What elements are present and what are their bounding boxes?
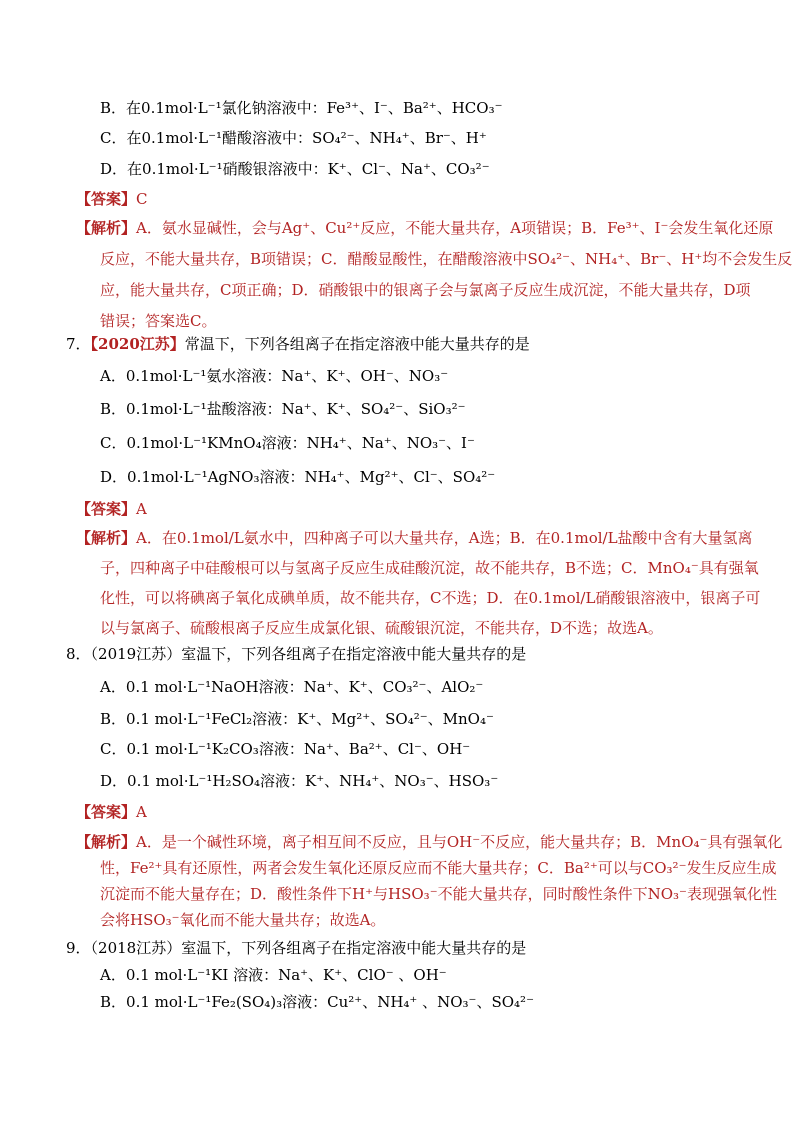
q8-stem — [66, 643, 526, 665]
q9-stem — [66, 937, 526, 959]
q8-answer — [76, 801, 147, 823]
answer-value: C — [136, 190, 148, 208]
analysis-text: A．氨水显碱性，会与Ag⁺、Cu²⁺反应，不能大量共存，A项错误；B．Fe³⁺、I⁻会发生氧化还原 — [136, 219, 774, 237]
q6-option-b: B．在0.1mol·L⁻¹氯化钠溶液中：Fe³⁺、I⁻、Ba²⁺、HCO₃⁻ — [100, 99, 503, 117]
q8-option-d: D．0.1 mol·L⁻¹H₂SO₄溶液：K⁺、NH₄⁺、NO₃⁻、HSO₃⁻ — [100, 772, 499, 790]
question-source: 【2020江苏】 — [90, 335, 185, 353]
q6-analysis-line: 反应，不能大量共存，B项错误；C．醋酸显酸性，在醋酸溶液中SO₄²⁻、NH₄⁺、Br⁻、H⁺均不会发生反 — [100, 250, 793, 268]
answer-value: A — [136, 803, 147, 821]
answer-tag: 【答案】 — [76, 190, 137, 208]
question-number: 7． — [66, 335, 91, 353]
q6-answer — [76, 188, 148, 210]
q6-analysis-line: 应，能大量共存，C项正确；D．硝酸银中的银离子会与氯离子反应生成沉淀，不能大量共存，D项 — [100, 281, 751, 299]
question-source: （2018江苏） — [90, 939, 182, 957]
q7-option-c: C．0.1mol·L⁻¹KMnO₄溶液：NH₄⁺、Na⁺、NO₃⁻、I⁻ — [100, 434, 475, 452]
q7-option-d: D．0.1mol·L⁻¹AgNO₃溶液：NH₄⁺、Mg²⁺、Cl⁻、SO₄²⁻ — [100, 468, 496, 486]
answer-tag: 【答案】 — [76, 803, 137, 821]
q6-option-c: C．在0.1mol·L⁻¹醋酸溶液中：SO₄²⁻、NH₄⁺、Br⁻、H⁺ — [100, 129, 487, 147]
analysis-tag: 【解析】 — [76, 833, 137, 851]
q8-option-a: A．0.1 mol·L⁻¹NaOH溶液：Na⁺、K⁺、CO₃²⁻、AlO₂⁻ — [100, 678, 484, 696]
q7-analysis-line — [76, 527, 753, 549]
q7-option-b: B．0.1mol·L⁻¹盐酸溶液：Na⁺、K⁺、SO₄²⁻、SiO₃²⁻ — [100, 400, 466, 418]
q6-analysis-line — [76, 217, 773, 239]
q9-option-b: B．0.1 mol·L⁻¹Fe₂(SO₄)₃溶液：Cu²⁺、NH₄⁺ 、NO₃⁻、SO₄²⁻ — [100, 993, 534, 1011]
q7-stem — [66, 333, 530, 355]
q6-analysis-line: 错误；答案选C。 — [100, 312, 217, 330]
q7-analysis-line: 以与氯离子、硫酸根离子反应生成氯化银、硫酸银沉淀，不能共存，D不选；故选A。 — [100, 619, 663, 637]
q9-option-a: A．0.1 mol·L⁻¹KI 溶液：Na⁺、K⁺、ClO⁻ 、OH⁻ — [100, 966, 447, 984]
question-stem: 室温下，下列各组离子在指定溶液中能大量共存的是 — [181, 645, 527, 663]
question-stem: 室温下，下列各组离子在指定溶液中能大量共存的是 — [181, 939, 527, 957]
analysis-text: A．是一个碱性环境，离子相互间不反应，且与OH⁻不反应，能大量共存；B．MnO₄⁻具有强氧化 — [136, 833, 783, 851]
q8-option-b: B．0.1 mol·L⁻¹FeCl₂溶液：K⁺、Mg²⁺、SO₄²⁻、MnO₄⁻ — [100, 710, 494, 728]
question-number: 9． — [66, 939, 91, 957]
q8-analysis-line: 性，Fe²⁺具有还原性，两者会发生氧化还原反应而不能大量共存；C．Ba²⁺可以与CO₃²⁻发生反应生成 — [100, 859, 777, 877]
question-stem: 常温下，下列各组离子在指定溶液中能大量共存的是 — [184, 335, 530, 353]
q7-analysis-line: 化性，可以将碘离子氧化成碘单质，故不能共存，C不选；D．在0.1mol/L硝酸银溶液中，银离子可 — [100, 589, 761, 607]
analysis-tag: 【解析】 — [76, 529, 137, 547]
q8-option-c: C．0.1 mol·L⁻¹K₂CO₃溶液：Na⁺、Ba²⁺、Cl⁻、OH⁻ — [100, 740, 471, 758]
analysis-text: A．在0.1mol/L氨水中，四种离子可以大量共存，A选；B．在0.1mol/L盐酸中含有大量氢离 — [136, 529, 753, 547]
analysis-tag: 【解析】 — [76, 219, 137, 237]
q6-option-d: D．在0.1mol·L⁻¹硝酸银溶液中：K⁺、Cl⁻、Na⁺、CO₃²⁻ — [100, 160, 490, 178]
q7-option-a: A．0.1mol·L⁻¹氨水溶液：Na⁺、K⁺、OH⁻、NO₃⁻ — [100, 367, 449, 385]
question-source: （2019江苏） — [90, 645, 182, 663]
q7-analysis-line: 子，四种离子中硅酸根可以与氢离子反应生成硅酸沉淀，故不能共存，B不选；C．MnO₄⁻具有强氧 — [100, 559, 759, 577]
q8-analysis-line: 会将HSO₃⁻氧化而不能大量共存；故选A。 — [100, 911, 386, 929]
answer-tag: 【答案】 — [76, 500, 137, 518]
q8-analysis-line — [76, 831, 782, 853]
question-number: 8． — [66, 645, 91, 663]
answer-value: A — [136, 500, 147, 518]
q7-answer — [76, 498, 147, 520]
q8-analysis-line: 沉淀而不能大量存在；D．酸性条件下H⁺与HSO₃⁻不能大量共存，同时酸性条件下NO₃⁻表现强氧化性 — [100, 885, 777, 903]
